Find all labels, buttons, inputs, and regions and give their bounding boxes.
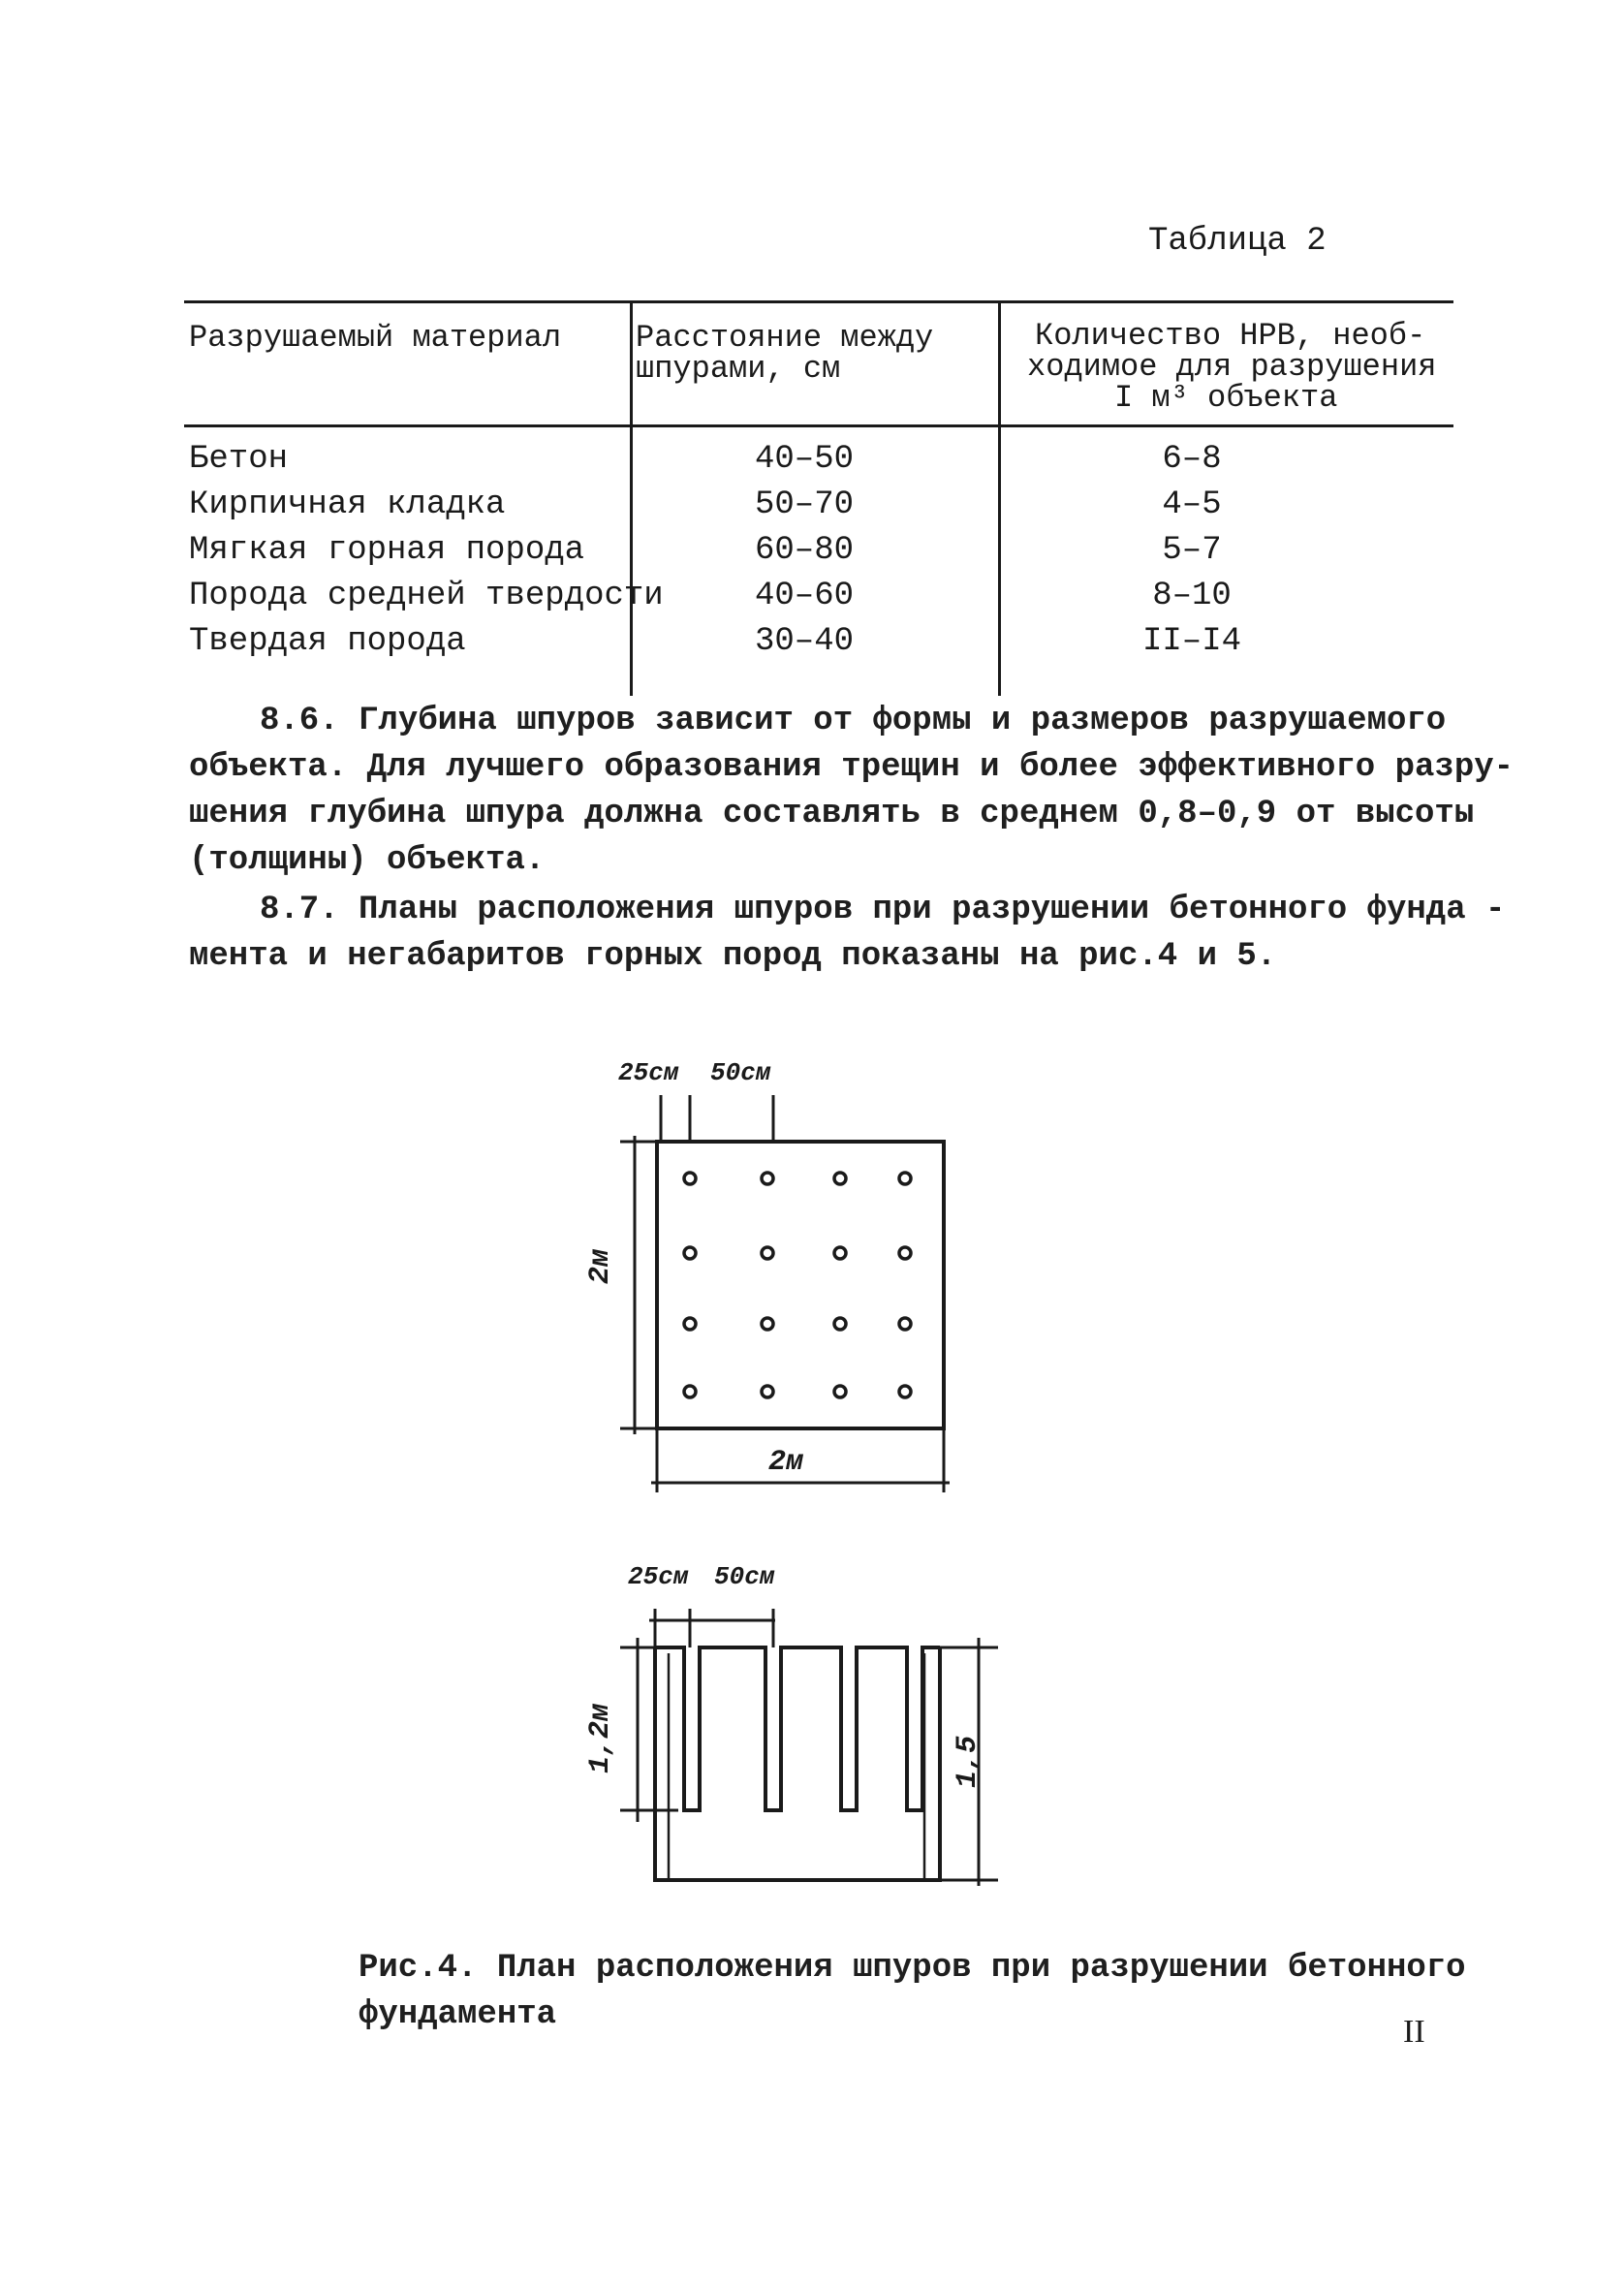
borehole — [834, 1386, 846, 1397]
top-width-label: 2м — [768, 1446, 804, 1479]
header-amount-line1: Количество НРВ, необ- — [1035, 318, 1426, 354]
row-amount: II–I4 — [1141, 623, 1242, 660]
figure-caption-line2: фундамента — [359, 1996, 557, 2033]
bottom-dim-25-label: 25см — [628, 1562, 689, 1591]
borehole — [899, 1318, 911, 1330]
bottom-total-height-label: 1,5 — [952, 1735, 984, 1788]
paragraph-8-7-line2: мента и негабаритов горных пород показаны на рис.4 и 5. — [189, 938, 1277, 975]
row-material: Кирпичная кладка — [189, 486, 506, 523]
row-distance: 50–70 — [754, 486, 855, 523]
row-amount: 8–10 — [1152, 578, 1232, 614]
top-height-label: 2м — [584, 1248, 617, 1284]
row-material: Твердая порода — [189, 623, 466, 660]
paragraph-8-6-line4: (толщины) объекта. — [189, 842, 546, 879]
row-distance: 60–80 — [754, 532, 855, 569]
row-amount: 5–7 — [1162, 532, 1222, 569]
borehole — [899, 1173, 911, 1184]
borehole — [834, 1318, 846, 1330]
borehole — [899, 1247, 911, 1259]
row-amount: 6–8 — [1162, 441, 1222, 478]
row-distance: 40–50 — [754, 441, 855, 478]
borehole — [684, 1318, 696, 1330]
paragraph-8-7-line1: 8.7. Планы расположения шпуров при разрушении бетонного фунда - — [260, 892, 1506, 928]
figure-caption-line1: Рис.4. План расположения шпуров при разрушении бетонного — [359, 1950, 1466, 1987]
borehole — [684, 1173, 696, 1184]
row-material: Мягкая горная порода — [189, 532, 585, 569]
borehole — [762, 1247, 773, 1259]
row-distance: 40–60 — [754, 578, 855, 614]
borehole — [762, 1386, 773, 1397]
bottom-dim-50-label: 50см — [714, 1562, 775, 1591]
paragraph-8-6-line3: шения глубина шпура должна составлять в среднем 0,8–0,9 от высоты — [189, 796, 1475, 832]
borehole — [899, 1386, 911, 1397]
borehole-grid — [684, 1173, 911, 1397]
foundation-outline — [657, 1142, 944, 1428]
row-material: Бетон — [189, 441, 289, 478]
top-dim-25-label: 25см — [618, 1058, 679, 1087]
row-distance: 30–40 — [754, 623, 855, 660]
borehole — [834, 1247, 846, 1259]
top-plan — [620, 1095, 950, 1492]
section-outline — [655, 1647, 940, 1880]
header-distance-line1: Расстояние между — [636, 320, 934, 356]
borehole — [762, 1318, 773, 1330]
borehole — [684, 1386, 696, 1397]
page-number: II — [1403, 2014, 1425, 2050]
header-distance-line2: шпурами, см — [636, 351, 841, 387]
row-material: Порода средней твердости — [189, 578, 664, 614]
header-amount-line2: ходимое для разрушения — [1027, 349, 1437, 385]
bottom-section — [655, 1647, 940, 1880]
table-caption: Таблица 2 — [1148, 223, 1327, 260]
paragraph-8-6-line2: объекта. Для лучшего образования трещин и более эффективного разру- — [189, 749, 1515, 786]
header-material: Разрушаемый материал — [189, 320, 562, 356]
header-amount-line3: I м³ объекта — [1114, 380, 1338, 416]
paragraph-8-6-line1: 8.6. Глубина шпуров зависит от формы и размеров разрушаемого — [260, 703, 1447, 739]
bottom-slot-depth-label: 1,2м — [584, 1703, 617, 1773]
top-dim-50-label: 50см — [710, 1058, 771, 1087]
row-amount: 4–5 — [1162, 486, 1222, 523]
borehole — [834, 1173, 846, 1184]
borehole — [684, 1247, 696, 1259]
borehole — [762, 1173, 773, 1184]
